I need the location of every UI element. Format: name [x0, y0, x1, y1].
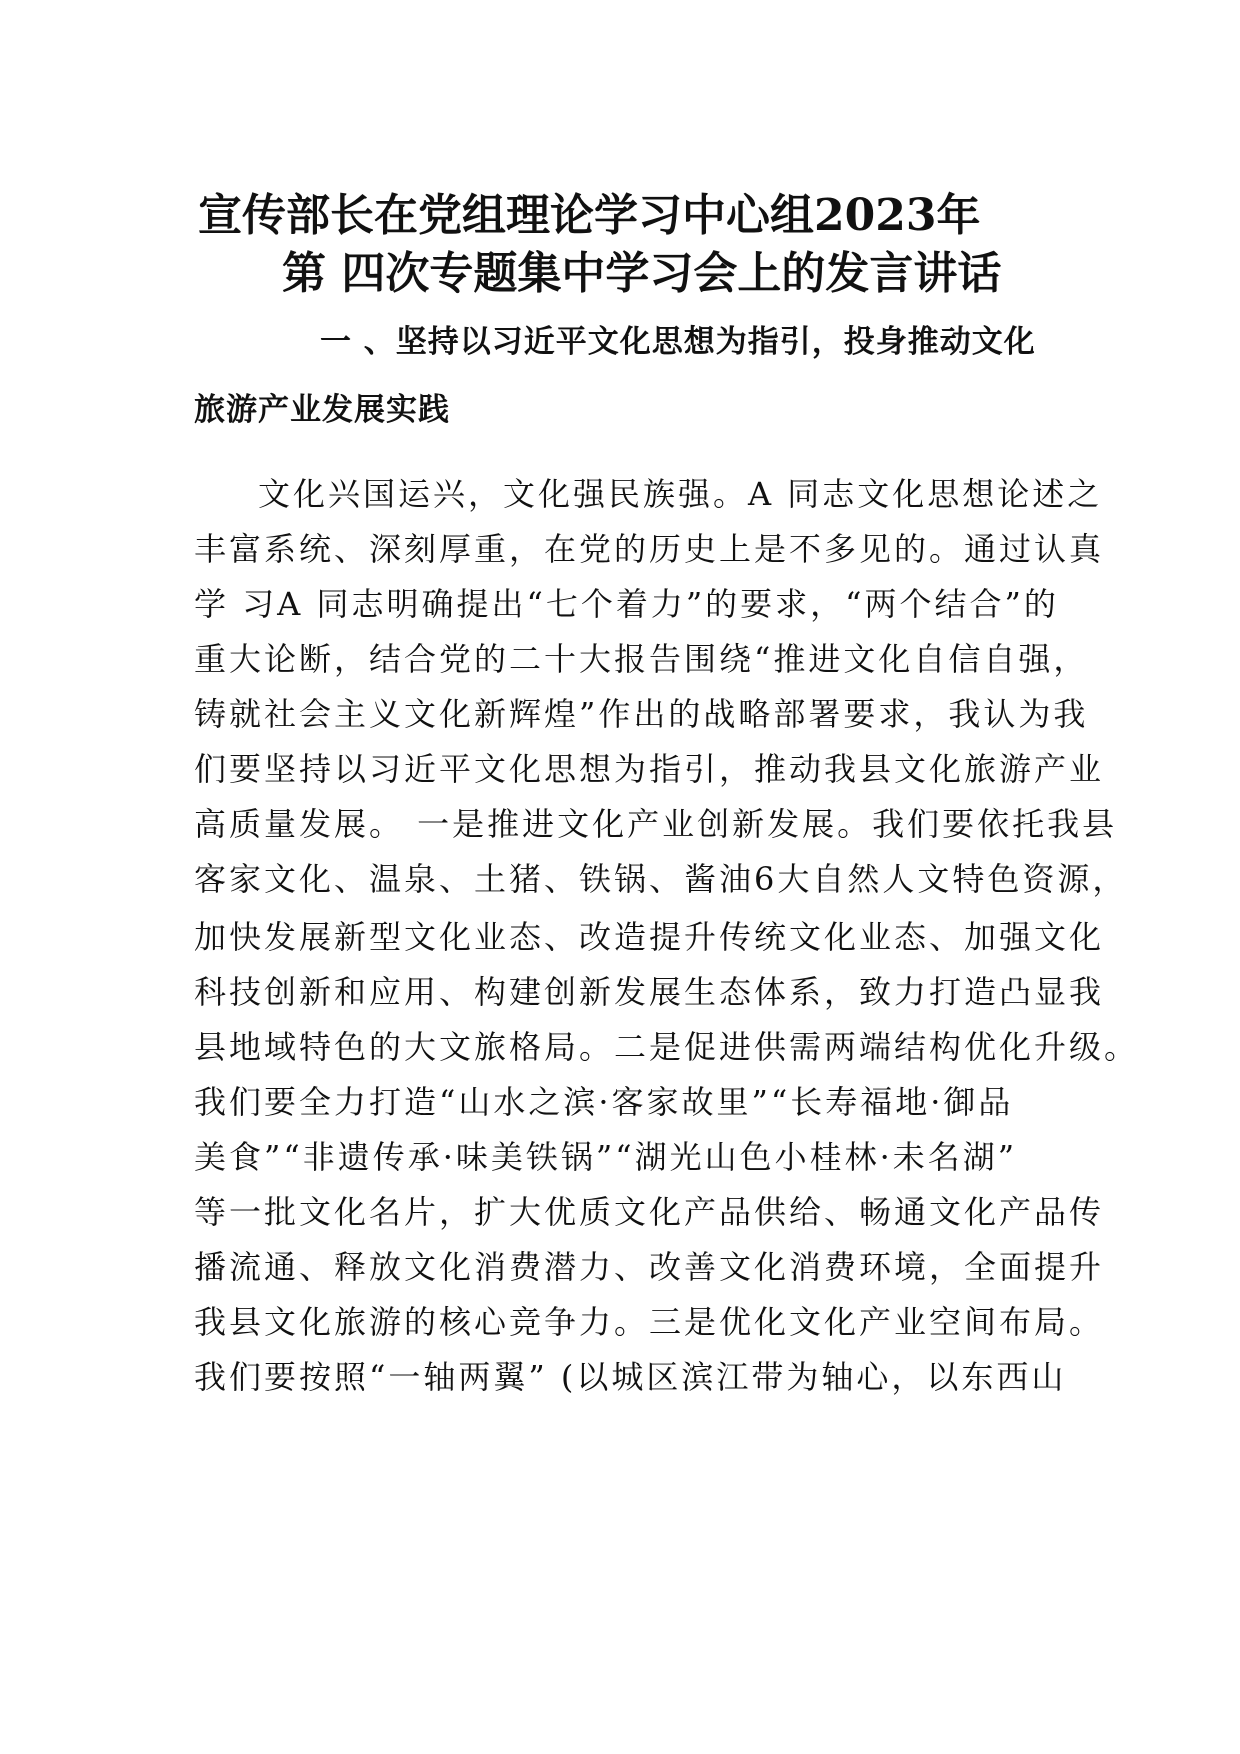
body-paragraph-line: 高质量发展。 一是推进文化产业创新发展。我们要依托我县	[194, 805, 1118, 843]
body-paragraph-line: 我们要按照“一轴两翼” (以城区滨江带为轴心，以东西山	[194, 1358, 1067, 1396]
body-paragraph-line: 铸就社会主义文化新辉煌”作出的战略部署要求，我认为我	[194, 695, 1089, 733]
section-heading-line-1: 一 、坚持以习近平文化思想为指引，投身推动文化	[320, 324, 1036, 360]
body-paragraph-line: 加快发展新型文化业态、改造提升传统文化业态、加强文化	[194, 918, 1105, 956]
body-paragraph-line: 文化兴国运兴，文化强民族强。A 同志文化思想论述之	[258, 475, 1103, 513]
body-paragraph-line: 美食”“非遗传承·味美铁锅”“湖光山色小桂林·未名湖”	[194, 1138, 1018, 1176]
document-title-line-2: 第 四次专题集中学习会上的发言讲话	[282, 248, 1002, 299]
body-paragraph-line: 丰富系统、深刻厚重，在党的历史上是不多见的。通过认真	[194, 530, 1105, 568]
document-title-line-1: 宣传部长在党组理论学习中心组2023年	[198, 190, 981, 241]
body-paragraph-line: 客家文化、温泉、土猪、铁锅、酱油6大自然人文特色资源，	[194, 860, 1128, 898]
body-paragraph-line: 我们要全力打造“山水之滨·客家故里”“长寿福地·御品	[194, 1083, 1014, 1121]
body-paragraph-line: 重大论断，结合党的二十大报告围绕“推进文化自信自强，	[194, 640, 1089, 678]
body-paragraph-line: 县地域特色的大文旅格局。二是促进供需两端结构优化升级。	[194, 1028, 1140, 1066]
body-paragraph-line: 们要坚持以习近平文化思想为指引，推动我县文化旅游产业	[194, 750, 1105, 788]
body-paragraph-line: 我县文化旅游的核心竞争力。三是优化文化产业空间布局。	[194, 1303, 1105, 1341]
body-paragraph-line: 播流通、释放文化消费潜力、改善文化消费环境，全面提升	[194, 1248, 1105, 1286]
body-paragraph-line: 学 习A 同志明确提出“七个着力”的要求，“两个结合”的	[194, 585, 1059, 623]
body-paragraph-line: 科技创新和应用、构建创新发展生态体系，致力打造凸显我	[194, 973, 1105, 1011]
body-paragraph-line: 等一批文化名片，扩大优质文化产品供给、畅通文化产品传	[194, 1193, 1105, 1231]
section-heading-line-2: 旅游产业发展实践	[194, 392, 450, 428]
